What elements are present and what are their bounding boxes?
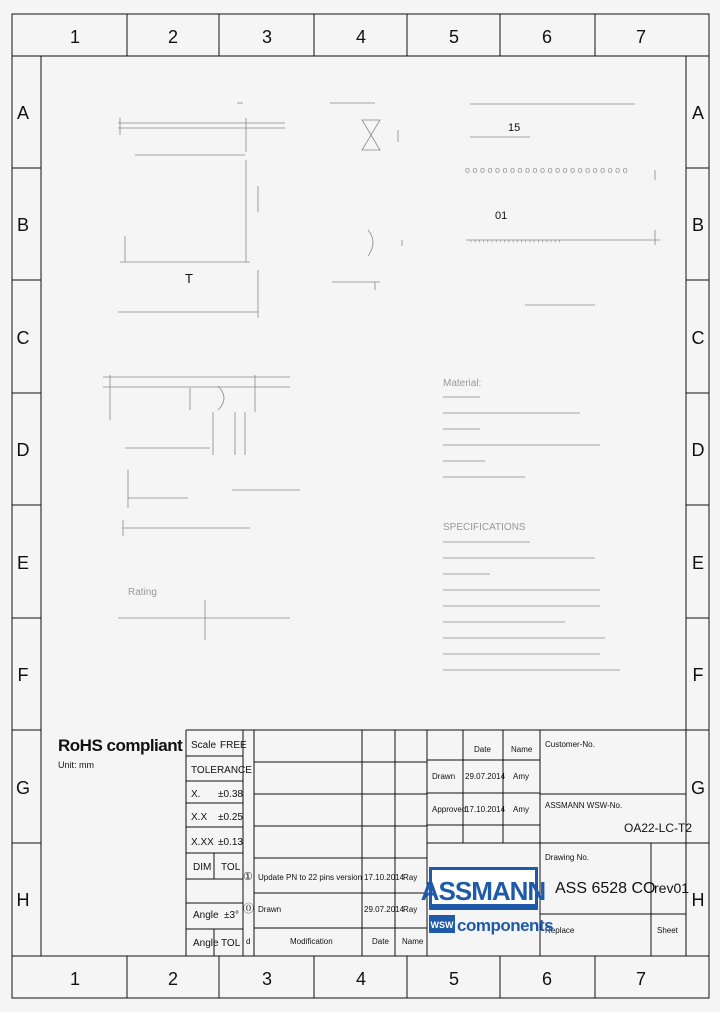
assmann-no-value: OA22-LC-T2 [624, 821, 693, 835]
col-label-bottom: 6 [541, 969, 553, 989]
row-label-left: C [16, 328, 30, 348]
logo-top: ASSMANN [420, 876, 546, 906]
spec-notes-lines [443, 542, 620, 670]
row-label-left: F [17, 665, 29, 685]
tol-row-label: X.X [191, 812, 208, 823]
replace-label: Replace [545, 926, 575, 935]
scale-value: FREE [220, 740, 247, 751]
tol-row-value: ±0.38 [218, 789, 243, 800]
rev-header-date: Date [372, 937, 389, 946]
approved-date: 17.10.2014 [465, 805, 506, 814]
scale-label: Scale [191, 740, 217, 751]
row-label-left: D [16, 440, 30, 460]
revision-symbol: ① [243, 871, 253, 883]
col-label-bottom: 7 [635, 969, 647, 989]
logo-prefix: WSW [430, 920, 454, 930]
drawn-label: Drawn [432, 772, 456, 781]
name-header: Name [511, 745, 533, 754]
dim-t-label: T [185, 271, 193, 286]
revision-text: Drawn [258, 905, 282, 914]
tol-row-label: X.XX [191, 837, 214, 848]
logo-bottom: components [457, 916, 554, 935]
angle-value: ±3° [224, 910, 240, 921]
row-label-right: G [690, 778, 706, 798]
drawn-date: 29.07.2014 [465, 772, 506, 781]
pin-row-view [466, 104, 660, 305]
specifications-title: SPECIFICATIONS [443, 522, 526, 533]
row-label-left: E [16, 553, 30, 573]
dim-label: DIM [193, 862, 212, 873]
pin-dots [465, 165, 628, 249]
tol-row-label: X. [191, 789, 201, 800]
col-label-top: 6 [541, 27, 553, 47]
material-title: Material: [443, 378, 482, 389]
rating-title: Rating [128, 587, 157, 598]
col-label-top: 1 [69, 27, 81, 47]
row-label-right: A [691, 103, 705, 123]
row-label-left: G [15, 778, 31, 798]
col-label-top: 2 [167, 27, 179, 47]
rev-header-name: Name [402, 937, 424, 946]
rev-header-modification: Modification [290, 937, 333, 946]
col-label-bottom: 4 [355, 969, 367, 989]
row-label-left: B [16, 215, 30, 235]
column-dividers [127, 14, 595, 998]
row-labels-right [691, 103, 705, 910]
row-labels-left [16, 103, 30, 910]
rohs-label: RoHS compliant [58, 736, 183, 755]
column-labels-top [70, 27, 646, 47]
row-label-right: D [691, 440, 705, 460]
angle-label: Angle [193, 910, 219, 921]
revision-name: Ray [403, 905, 418, 914]
row-label-right: H [691, 890, 705, 910]
svg-text:o o o o o o o o o o o o o o o: o o o o o o o o o o o o o o o o o o o o o o [465, 165, 628, 175]
tolerance-label: TOLERANCE [191, 765, 252, 776]
rating-sketch [118, 600, 290, 640]
revision-text: Update PN to 22 pins version [258, 873, 363, 882]
approved-name: Amy [513, 805, 529, 814]
tol-label: TOL [221, 862, 241, 873]
revision-date: 29.07.2014 [364, 905, 405, 914]
tol-row-value: ±0.13 [218, 837, 243, 848]
row-label-left: A [16, 103, 30, 123]
col-label-top: 4 [355, 27, 367, 47]
front-view [118, 103, 285, 318]
row-label-left: H [16, 890, 30, 910]
column-labels-bottom [70, 969, 646, 989]
assmann-logo [421, 867, 553, 935]
sheet-label: Sheet [657, 926, 678, 935]
row-label-right: B [691, 215, 705, 235]
date-header: Date [474, 745, 491, 754]
col-label-top: 5 [448, 27, 460, 47]
tol-row-value: ±0.25 [218, 812, 243, 823]
row-label-right: E [691, 553, 705, 573]
dim-15-label: 15 [508, 122, 521, 134]
drawing-no-label: Drawing No. [545, 853, 590, 862]
revision-value: rev01 [654, 880, 690, 896]
row-label-right: F [692, 665, 704, 685]
col-label-bottom: 2 [167, 969, 179, 989]
bottom-view [103, 375, 300, 536]
col-label-bottom: 5 [448, 969, 460, 989]
approved-label: Approved [432, 805, 467, 814]
revision-date: 17.10.2014 [364, 873, 405, 882]
assmann-no-label: ASSMANN WSW-No. [545, 801, 623, 810]
unit-label: Unit: mm [58, 760, 94, 770]
svg-text:' ' ' ' ' ' ' ' ' ' ' ' ' ' ': ' ' ' ' ' ' ' ' ' ' ' ' ' ' ' ' ' ' ' ' ' ' [470, 239, 561, 249]
drawn-name: Amy [513, 772, 529, 781]
col-label-top: 7 [635, 27, 647, 47]
drawing-frame [12, 56, 709, 956]
col-label-bottom: 3 [261, 969, 273, 989]
revision-name: Ray [403, 873, 418, 882]
col-label-bottom: 1 [69, 969, 81, 989]
row-label-right: C [691, 328, 705, 348]
side-view [330, 103, 402, 290]
drawing-no-value: ASS 6528 CO [555, 880, 656, 897]
angle2-value: TOL [221, 938, 241, 949]
angle2-label: Angle [193, 938, 219, 949]
revision-symbol: ⓪ [243, 903, 254, 915]
outer-border [12, 14, 709, 998]
customer-no-label: Customer-No. [545, 740, 595, 749]
dim-01-label: 01 [495, 210, 508, 222]
col-label-top: 3 [261, 27, 273, 47]
material-notes-lines [443, 397, 600, 477]
rev-header-index: d [246, 937, 251, 946]
